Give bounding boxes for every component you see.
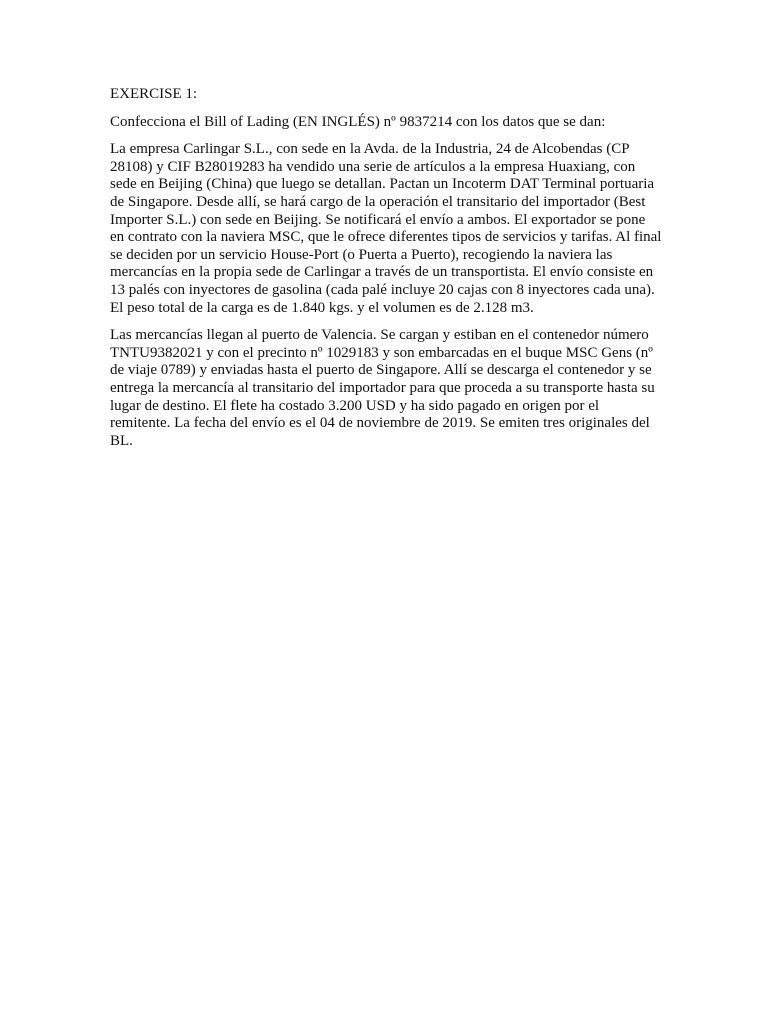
company-details-paragraph: La empresa Carlingar S.L., con sede en la Avda. de la Industria, 24 de Alcobendas (CP 28108) y CIF B28019283 ha vendido una serie de artículos a la empresa Huaxiang, con sede en Beijing (China) que luego se detallan. Pactan un Incoterm DAT Terminal portuaria de Singapore. Desde allí, se hará cargo de la operación el transitario del importador (Best Importer S.L.) con sede en Beijing. Se notificará el envío a ambos. El exportador se pone en contrato con la naviera MSC, que le ofrece diferentes tipos de servicios y tarifas. Al final se deciden por un servicio House-Port (o Puerta a Puerto), recogiendo la naviera las mercancías en la propia sede de Carlingar a través de un transportista. El envío consiste en 13 palés con inyectores de gasolina (cada palé incluye 20 cajas con 8 inyectores cada una). El peso total de la carga es de 1.840 kgs. y el volumen es de 2.128 m3. (110, 141, 662, 316)
instruction-paragraph: Confecciona el Bill of Lading (EN INGLÉS) nº 9837214 con los datos que se dan: (110, 113, 606, 130)
shipment-details-paragraph: Las mercancías llegan al puerto de Valencia. Se cargan y estiban en el contenedor número TNTU9382021 y con el precinto nº 1029183 y son embarcadas en el buque MSC Gens (nº de viaje 0789) y enviadas hasta el puerto de Singapore. Allí se descarga el contenedor y se entrega la mercancía al transitario del importador para que proceda a su transporte hasta su lugar de destino. El flete ha costado 3.200 USD y ha sido pagado en origen por el remitente. La fecha del envío es el 04 de noviembre de 2019. Se emiten tres originales del BL. (110, 327, 655, 449)
exercise-heading: EXERCISE 1: (110, 86, 198, 102)
document-page (110, 86, 662, 460)
